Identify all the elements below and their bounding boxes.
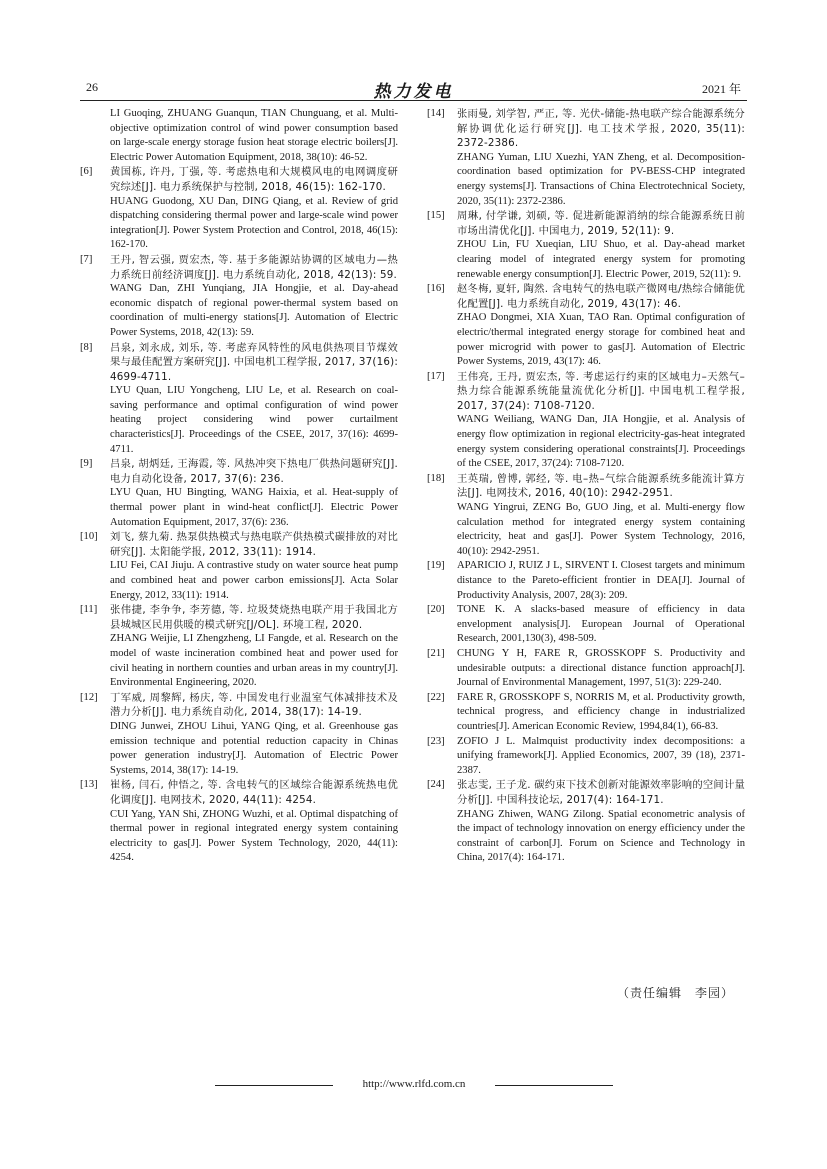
reference-entry: [427, 107, 745, 209]
reference-entry: [80, 603, 398, 691]
reference-english-text: CHUNG Y H, FARE R, GROSSKOPF S. Productivity and undesirable outputs: a directional distance function approach[J]. Journal of Environmental Management, 1997, 51(3): 229-240.: [457, 647, 745, 689]
reference-english-text: CUI Yang, YAN Shi, ZHONG Wuzhi, et al. Optimal dispatching of thermal power in regional integrated energy system containing electricity to gas[J]. Power System Technology, 2020, 44(11): 4254.: [110, 808, 398, 864]
reference-english-text: ZHOU Lin, FU Xueqian, LIU Shuo, et al. Day-ahead market clearing model of integrated energy system for promoting renewable energy consumption[J]. Electric Power, 2019, 52(11): 9.: [457, 239, 745, 280]
references-right-column: [427, 107, 745, 866]
reference-english-text: ZOFIO J L. Malmquist productivity index decompositions: a unifying framework[J]. Applied Economics, 2007, 39 (18), 2371-2387.: [457, 735, 745, 776]
reference-english-text: FARE R, GROSSKOPF S, NORRIS M, et al. Productivity growth, technical progress, and efficiency change in industrialized countries[J]. American Economic Review, 1994,84(1), 66-83.: [457, 691, 745, 732]
reference-english-text: HUANG Guodong, XU Dan, DING Qiang, et al. Review of grid dispatching considering thermal power and large-scale wind power integration[J]. Power System Protection and Control, 2018, 46(15): 162-170.: [110, 195, 398, 251]
reference-number: [6]: [80, 166, 93, 178]
reference-entry: [427, 691, 745, 735]
reference-chinese-text: 王英瑞, 曾博, 郭经, 等. 电–热–气综合能源系统多能流计算方法[J]. 电网技术, 2016, 40(10): 2942-2951.: [457, 472, 745, 500]
reference-english-text: DING Junwei, ZHOU Lihui, YANG Qing, et al. Greenhouse gas emission technique and potential reduction capacity in Chinas power generation industry[J]. Automation of Electric Power Systems, 2014, 38(17): 14-19.: [110, 720, 398, 776]
reference-english-text: APARICIO J, RUIZ J L, SIRVENT I. Closest targets and minimum distance to the Pareto-efficient frontier in DEA[J]. Journal of Productivity Analysis, 2007, 28(3): 209.: [457, 560, 745, 601]
reference-chinese-text: 刘飞, 蔡九菊. 热泵供热模式与热电联产供热模式碳排放的对比研究[J]. 太阳能学报, 2012, 33(11): 1914.: [110, 531, 398, 558]
page-footer: [0, 1078, 827, 1094]
reference-chinese-text: 张志雯, 王子龙. 碳约束下技术创新对能源效率影响的空间计量分析[J]. 中国科技论坛, 2017(4): 164-171.: [457, 779, 745, 806]
reference-entry: [80, 165, 398, 253]
responsible-editor: （责任编辑 李园）: [617, 986, 735, 1000]
reference-english-text: LI Guoqing, ZHUANG Guanqun, TIAN Chunguang, et al. Multi-objective optimization control of wind power consumption based on large-scale energy storage fusion heat storage electric boilers[J]. Electric Power Automation Equipment, 2018, 38(10): 46-52.: [110, 108, 398, 163]
reference-entry: [427, 472, 745, 560]
footer-rule-left: [215, 1085, 333, 1086]
footer-rule-right: [495, 1085, 613, 1086]
reference-english-text: ZHANG Yuman, LIU Xuezhi, YAN Zheng, et al. Decomposition-coordination based optimization for PV-BESS-CHP integrated energy systems[J]. Transactions of China Electrotechnical Society, 2020, 35(11): 2372-2386.: [457, 151, 745, 207]
reference-entry: [80, 530, 398, 603]
reference-chinese-text: 吕泉, 刘永成, 刘乐, 等. 考虑弃风特性的风电供热项目节煤效果与最佳配置方案研究[J]. 中国电机工程学报, 2017, 37(16): 4699-4711.: [110, 341, 398, 383]
reference-english-text: WANG Dan, ZHI Yunqiang, JIA Hongjie, et al. Day-ahead economic dispatch of regional power-thermal system based on coordination of multi-energy stations[J]. Automation of Electric Power Systems, 2018, 42(13): 59.: [110, 283, 398, 338]
issue-year: 2021 年: [701, 82, 741, 96]
reference-number: [23]: [427, 735, 445, 747]
reference-english-text: ZHANG Zhiwen, WANG Zilong. Spatial econometric analysis of the impact of technology innovation on energy efficiency under the constraint of carbon[J]. Forum on Science and Technology in China, 2017(4): 164-171.: [457, 808, 745, 864]
reference-number: [15]: [427, 210, 445, 222]
header-rule: [80, 100, 747, 101]
reference-english-text: WANG Yingrui, ZENG Bo, GUO Jing, et al. Multi-energy flow calculation method for integrated energy system containing electricity, heat and gas[J]. Power System Technology, 2016, 40(10): 2942-2951.: [457, 502, 745, 557]
reference-chinese-text: 丁军威, 周黎辉, 杨庆, 等. 中国发电行业温室气体减排技术及潜力分析[J]. 电力系统自动化, 2014, 38(17): 14-19.: [110, 691, 398, 719]
journal-title: 热力发电: [373, 82, 454, 102]
references-left-column: [80, 107, 398, 866]
reference-entry: [80, 341, 398, 458]
reference-entry: [80, 691, 398, 779]
reference-number: [8]: [80, 341, 93, 353]
reference-english-text: ZHAO Dongmei, XIA Xuan, TAO Ran. Optimal configuration of electric/thermal integrated energy storage for combined heat and power microgrid with power to gas[J]. Automation of Electric Power Systems, 2019, 43(17): 46.: [457, 312, 745, 368]
reference-number: [9]: [80, 458, 93, 470]
reference-number: [7]: [80, 253, 93, 265]
reference-english-text: LIU Fei, CAI Jiuju. A contrastive study on water source heat pump and combined heat and power carbon emissions[J]. Acta Solar Energy, 2012, 33(11): 1914.: [110, 560, 398, 601]
reference-number: [18]: [427, 472, 445, 484]
reference-entry: [427, 603, 745, 647]
reference-entry: [427, 370, 745, 472]
footer-url[interactable]: http://www.rlfd.com.cn: [362, 1078, 466, 1090]
reference-entry: [80, 107, 398, 165]
reference-entry: [427, 735, 745, 779]
reference-chinese-text: 张雨曼, 刘学智, 严正, 等. 光伏-储能-热电联产综合能源系统分解协调优化运行研究[J]. 电工技术学报, 2020, 35(11): 2372-2386.: [457, 108, 745, 150]
reference-chinese-text: 黄国栋, 许丹, 丁强, 等. 考虑热电和大规模风电的电网调度研究综述[J]. 电力系统保护与控制, 2018, 46(15): 162-170.: [110, 166, 398, 193]
reference-chinese-text: 周琳, 付学谦, 刘硕, 等. 促进新能源消纳的综合能源系统日前市场出清优化[J]. 中国电力, 2019, 52(11): 9.: [457, 210, 745, 237]
reference-chinese-text: 吕泉, 胡炳廷, 王海霞, 等. 风热冲突下热电厂供热问题研究[J]. 电力自动化设备, 2017, 37(6): 236.: [110, 458, 398, 485]
reference-chinese-text: 赵冬梅, 夏轩, 陶然. 含电转气的热电联产微网电/热综合储能优化配置[J]. 电力系统自动化, 2019, 43(17): 46.: [457, 283, 745, 310]
reference-english-text: WANG Weiliang, WANG Dan, JIA Hongjie, et al. Analysis of energy flow optimization in regional electricity-gas-heat integrated energy system considering operational constraints[J]. Proceedings of the CSEE, 2017, 37(24): 7108-7120.: [457, 414, 745, 470]
reference-english-text: LYU Quan, LIU Yongcheng, LIU Le, et al. Research on coal-saving performance and optimal configuration of wind power heating project considering wind power curtailment characteristics[J]. Proceedings of the CSEE, 2017, 37(16): 4699-4711.: [110, 385, 398, 455]
reference-chinese-text: 张伟捷, 李争争, 李芳德, 等. 垃圾焚烧热电联产用于我国北方县城城区民用供暖的模式研究[J/OL]. 环境工程, 2020.: [110, 604, 398, 631]
reference-chinese-text: 王丹, 智云强, 贾宏杰, 等. 基于多能源站协调的区域电力—热力系统日前经济调度[J]. 电力系统自动化, 2018, 42(13): 59.: [110, 253, 398, 281]
reference-number: [10]: [80, 531, 98, 543]
reference-english-text: TONE K. A slacks-based measure of efficiency in data envelopment analysis[J]. European Journal of Operational Research, 2001,130(3), 498-509.: [457, 604, 745, 645]
reference-number: [24]: [427, 779, 445, 791]
page-number: 26: [86, 80, 98, 94]
reference-entry: [80, 778, 398, 866]
reference-english-text: LYU Quan, HU Bingting, WANG Haixia, et al. Heat-supply of thermal power plant in wind-heat conflict[J]. Electric Power Automation Equipment, 2017, 37(6): 236.: [110, 487, 398, 528]
reference-number: [21]: [427, 647, 445, 659]
reference-number: [13]: [80, 779, 98, 791]
reference-number: [11]: [80, 604, 98, 616]
reference-entry: [427, 647, 745, 691]
reference-number: [16]: [427, 283, 445, 295]
reference-entry: [427, 778, 745, 866]
reference-entry: [80, 457, 398, 530]
reference-number: [22]: [427, 691, 445, 703]
reference-entry: [427, 559, 745, 603]
reference-english-text: ZHANG Weijie, LI Zhengzheng, LI Fangde, et al. Research on the model of waste incineration combined heat and power used for civil heating in northern counties and urban areas in my country[J]. Environmental Engineering, 2020.: [110, 633, 398, 689]
running-header: [80, 80, 747, 100]
reference-number: [17]: [427, 370, 445, 382]
reference-entry: [80, 253, 398, 341]
reference-number: [20]: [427, 604, 445, 616]
reference-number: [19]: [427, 560, 445, 572]
reference-number: [14]: [427, 108, 445, 119]
reference-chinese-text: 王伟亮, 王丹, 贾宏杰, 等. 考虑运行约束的区域电力–天然气–热力综合能源系统能量流优化分析[J]. 中国电机工程学报, 2017, 37(24): 7108-7120.: [457, 370, 745, 412]
reference-entry: [427, 282, 745, 370]
reference-entry: [427, 209, 745, 282]
reference-number: [12]: [80, 691, 98, 703]
reference-chinese-text: 崔杨, 闫石, 仲悟之, 等. 含电转气的区域综合能源系统热电优化调度[J]. 电网技术, 2020, 44(11): 4254.: [110, 779, 398, 806]
